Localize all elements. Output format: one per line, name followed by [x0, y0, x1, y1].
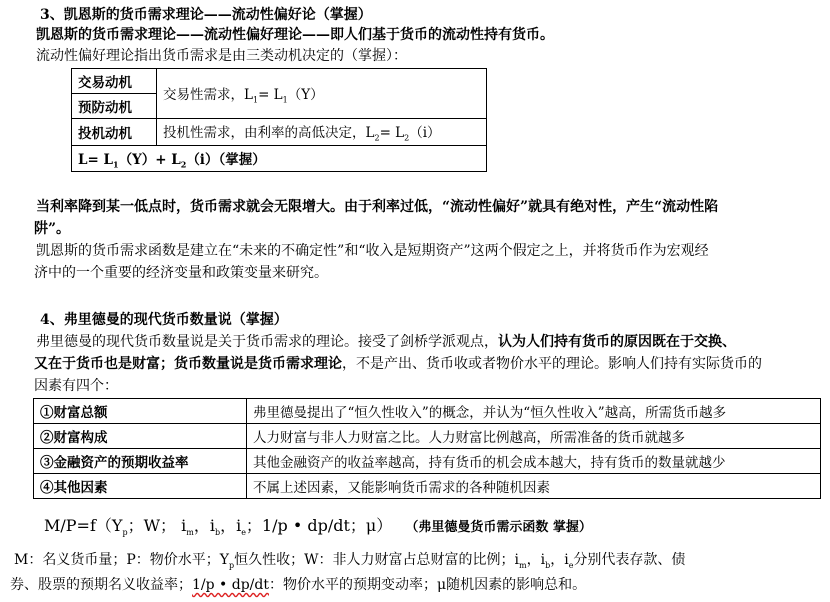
speculative-demand-cell [157, 119, 487, 146]
liquidity-preference-desc: ——即人们基于货币的流动性持有货币。 [302, 27, 554, 43]
factor-name: ②财富构成 [34, 424, 247, 449]
liquidity-trap-line2: 阱”。 [34, 221, 71, 237]
formula-part: M/P=f（Y [44, 516, 123, 535]
formula-part: ；W； i [127, 516, 187, 535]
legend-text: 券、股票的预期名义收益率； [10, 577, 192, 593]
subscript: 1 [113, 159, 119, 170]
subscript: b [545, 560, 551, 570]
subscript: p [229, 560, 235, 570]
legend-text: ，i [550, 552, 569, 568]
section4-heading: 4、弗里德曼的现代货币数量说（掌握） [40, 312, 288, 328]
demand-function-line2: 济中的一个重要的经济变量和政策变量来研究。 [34, 265, 328, 281]
subscript: m [519, 560, 527, 570]
table-row [72, 119, 487, 146]
section3-heading: 3、凯恩斯的货币需求理论——流动性偏好论（掌握） [40, 7, 372, 23]
section3-line2: 流动性偏好理论指出货币需求是由三类动机决定的（掌握）： [36, 48, 407, 64]
legend-text: M：名义货币量；P：物价水平；Y [14, 552, 229, 568]
friedman-para-line1 [36, 331, 736, 351]
liquidity-trap-line1: 当利率降到某一低点时，货币需求就会无限增大。由于利率过低，“流动性偏好”就具有绝对性，产生“流动性陷 [36, 199, 719, 215]
factor-desc: 不属上述因素，又能影响货币需求的各种随机因素 [247, 474, 821, 499]
total-demand-cell [72, 145, 487, 172]
equation-part: （i）（掌握） [186, 151, 266, 168]
formula-part: ；1/p • dp/dt；μ） [245, 516, 393, 535]
factor-desc: 弗里德曼提出了“恒久性收入”的概念，并认为“恒久性收入”越高，所需货币越多 [247, 399, 821, 424]
legend-expression: 1/p • dp/dt [192, 577, 269, 593]
factor-name: ③金融资产的预期收益率 [34, 449, 247, 474]
para-text: 弗里德曼的现代货币数量说是关于货币需求的理论。接受了剑桥学派观点， [36, 334, 498, 350]
factor-name: ④其他因素 [34, 474, 247, 499]
table-row [34, 399, 821, 424]
subscript: 1 [252, 95, 259, 105]
equation-part: = L [379, 125, 405, 141]
formula-legend-line1 [14, 549, 685, 570]
formula-part: ，i [193, 516, 215, 535]
legend-text: ：物价水平的预期变动率；μ随机因素的影响总和。 [268, 577, 587, 593]
formula-note: （弗里德曼货币需示函数 掌握） [405, 520, 592, 535]
legend-text: 分别代表存款、债 [573, 552, 686, 568]
friedman-para-line3: 因素有四个： [34, 378, 118, 394]
subscript: e [241, 528, 246, 538]
subscript: 2 [374, 133, 380, 143]
formula-part: ，i [220, 516, 242, 535]
table-row [72, 145, 487, 172]
equation-arg: （i） [409, 125, 441, 141]
friedman-formula [44, 513, 592, 537]
table-row [34, 474, 821, 499]
subscript: m [186, 528, 194, 538]
equation-part: = L [258, 86, 283, 103]
motives-table [71, 68, 487, 172]
legend-text: 恒久性收；W：非人力财富占总财富的比例；i [234, 552, 519, 568]
equation-part: （Y）+ L [118, 151, 181, 168]
liquidity-preference-title: 凯恩斯的货币需求理论——流动性偏好理论 [36, 27, 302, 43]
subscript: b [214, 528, 221, 538]
formula-legend-line2 [10, 574, 586, 594]
subscript: 1 [282, 95, 288, 105]
transaction-demand-label: 交易性需求，L [163, 86, 253, 103]
factor-name: ①财富总额 [34, 399, 247, 424]
para-text: ，不是产出、货币收或者物价水平的理论。影响人们持有实际货币的 [342, 356, 762, 372]
transaction-demand-cell [157, 69, 487, 119]
friedman-para-line2 [34, 353, 762, 373]
table-row [72, 69, 487, 94]
subscript: e [568, 560, 574, 570]
para-emphasis: 又在于货币也是财富；货币数量说是货币需求理论 [34, 356, 342, 372]
factor-desc: 其他金融资产的收益率越高，持有货币的机会成本越大，持有货币的数量就越少 [247, 449, 821, 474]
motive-transaction: 交易动机 [72, 69, 157, 94]
factor-desc: 人力财富与非人力财富之比。人力财富比例越高，所需准备的货币就越多 [247, 424, 821, 449]
subscript: 2 [404, 133, 410, 143]
para-emphasis: 认为人们持有货币的原因既在于交换、 [498, 334, 736, 350]
table-row [34, 424, 821, 449]
subscript: 2 [180, 159, 187, 170]
factors-table [33, 398, 821, 499]
equation-part: L= L [78, 151, 113, 168]
legend-text: ，i [526, 552, 546, 568]
motive-precaution: 预防动机 [72, 94, 157, 119]
demand-function-line1: 凯恩斯的货币需求函数是建立在“未来的不确定性”和“收入是短期资产”这两个假定之上，并将货币作为宏观经 [36, 243, 709, 259]
table-row [34, 449, 821, 474]
motive-speculation: 投机动机 [72, 119, 157, 146]
section3-line1 [36, 24, 554, 44]
equation-arg: （Y） [287, 86, 324, 103]
subscript: p [122, 528, 128, 538]
speculative-demand-label: 投机性需求，由利率的高低决定，L [163, 125, 375, 141]
